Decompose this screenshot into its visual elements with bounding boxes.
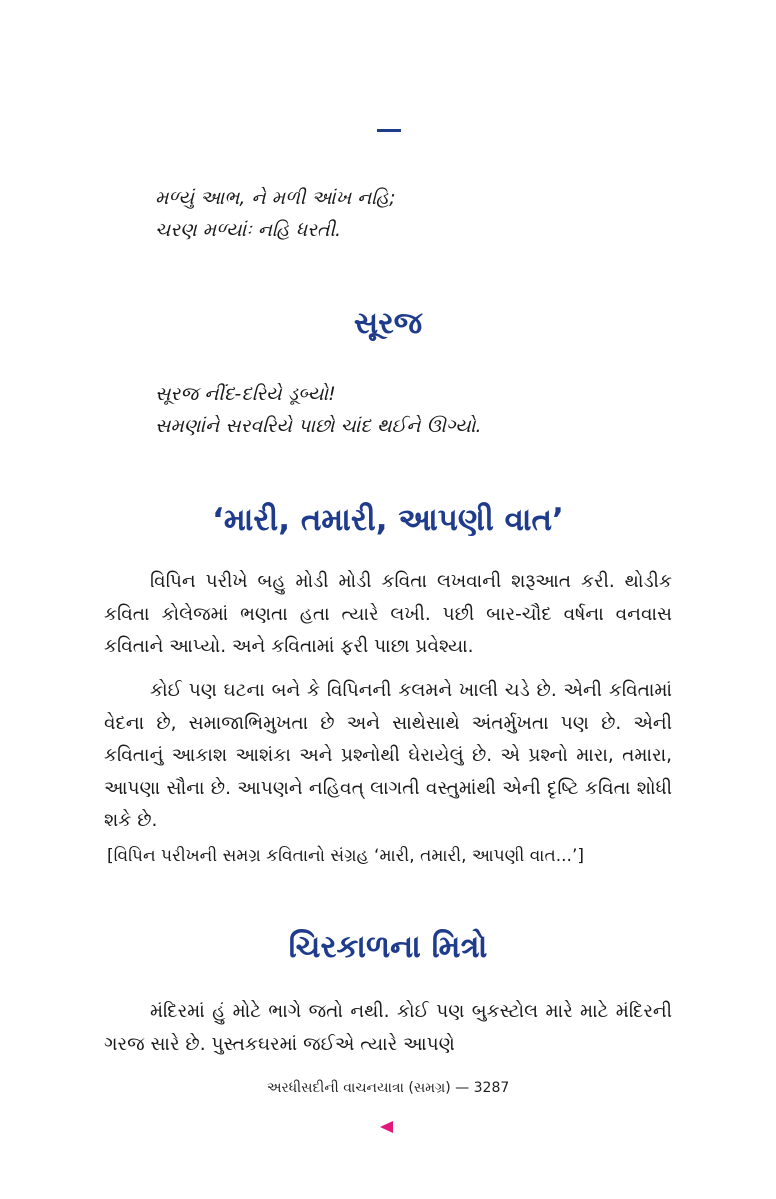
paragraph-mitro: મંદિરમાં હું મોટે ભાગે જતો નથી. કોઈ પણ બુકસ્ટોલ મારે માટે મંદિરની ગરજ સારે છે. પુસ્તકઘરમાં જઈએ ત્યારે આપણે	[104, 1001, 672, 1055]
page-footer: અરધીસદીની વાચનયાત્રા (સમગ્ર) — 3287	[266, 1080, 510, 1096]
paragraph-body: કોઈ પણ ઘટના બને કે વિપિનની કલમને ખાલી ચડે છે. એની કવિતામાં વેદના છે, સમાજાભિમુખતા છે અને સાથેસાથે અંતર્મુખતા પણ છે. એની કવિતાનું આકાશ આશંકા અને પ્રશ્નોથી ઘેરાયેલું છે. એ પ્રશ્નો મારા, તમારા, આપણા સૌના છે. આપણને નહિવત્ લાગતી વસ્તુમાંથી એની દૃષ્ટિ કવિતા શોધી શકે છે.	[104, 680, 672, 831]
section-divider-dash	[377, 129, 401, 132]
poem-line: મળ્યું આભ, ને મળી આંખ નહિ;	[155, 187, 396, 209]
previous-page-arrow-icon[interactable]	[380, 1121, 393, 1133]
heading-suraj: સૂરજ	[353, 306, 423, 341]
top-poem	[155, 182, 396, 246]
source-note: [વિપિન પરીખની સમગ્ર કવિતાનો સંગ્રહ ‘મારી, તમારી, આપણી વાત...’]	[107, 846, 584, 866]
poem-line: સમણાંને સરવરિયે પાછો ચાંદ થઈને ઊગ્યો.	[155, 415, 482, 437]
poem-line: ચરણ મળ્યાંઃ નહિ ધરતી.	[155, 219, 342, 241]
suraj-poem	[155, 378, 482, 442]
poem-line: સૂરજ નીંદ-દરિયે ડૂબ્યો!	[155, 383, 336, 405]
paragraph-intro: વિપિન પરીખે બહુ મોડી મોડી કવિતા લખવાની શરૂઆત કરી. થોડીક કવિતા કોલેજમાં ભણતા હતા ત્યારે લખી. પછી બાર-ચૌદ વર્ષના વનવાસ કવિતાને આપ્યો. અને કવિતામાં ફરી પાછા પ્રવેશ્યા.	[104, 571, 672, 657]
heading-mari-vaat: ‘મારી, તમારી, આપણી વાત’	[212, 502, 564, 538]
heading-mitro: ચિરકાળના મિત્રો	[288, 929, 488, 965]
